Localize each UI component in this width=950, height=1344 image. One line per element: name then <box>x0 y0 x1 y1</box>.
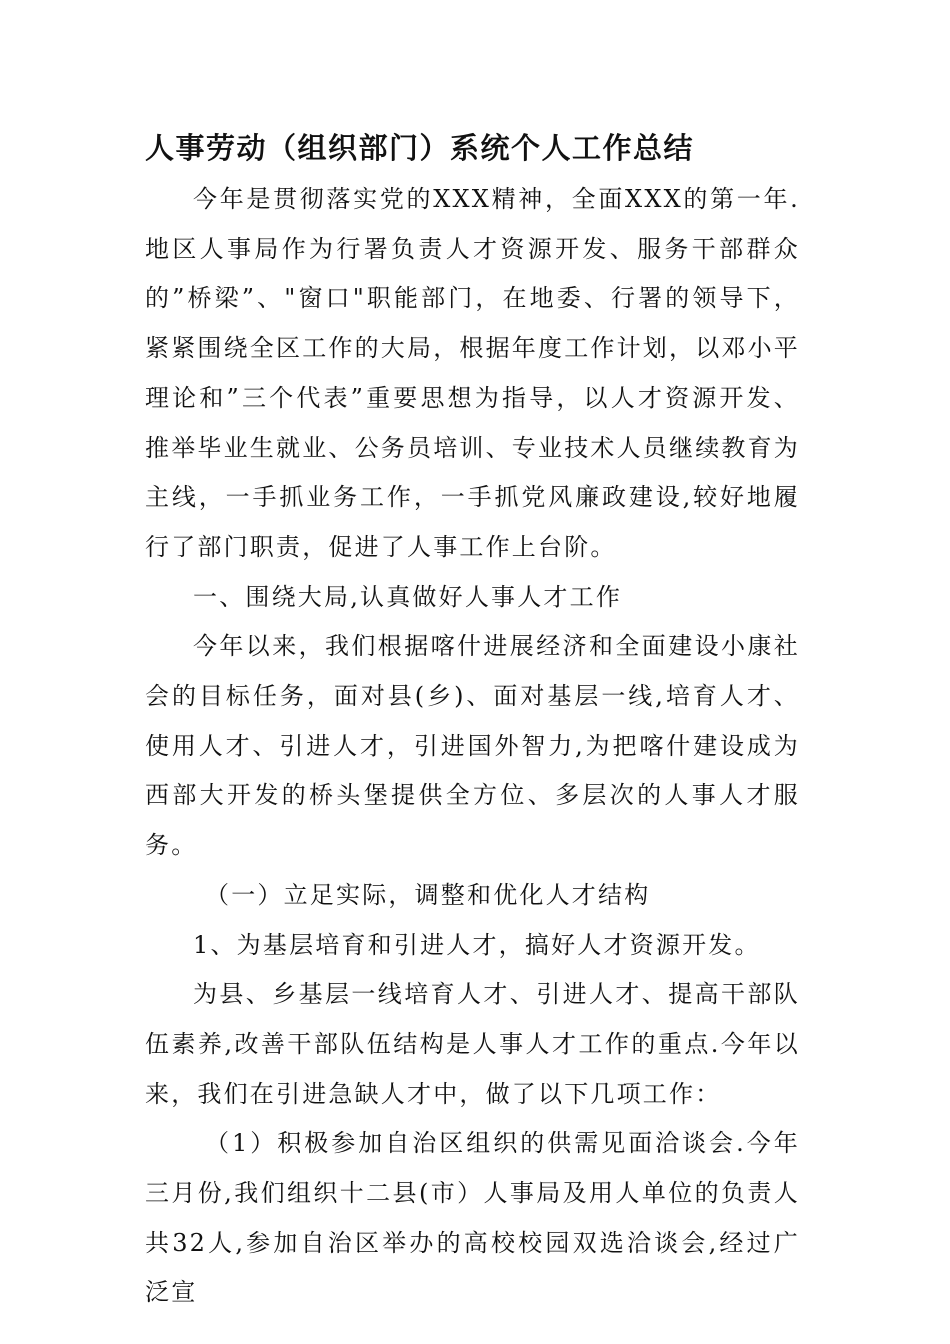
item-heading-1: 1、为基层培育和引进人才，搞好人才资源开发。 <box>193 930 761 959</box>
document-body <box>145 175 800 1318</box>
paragraph-item-1: 为县、乡基层一线培育人才、引进人才、提高干部队伍素养,改善干部队伍结构是人事人才工作的重点.今年以来，我们在引进急缺人才中，做了以下几项工作： <box>145 980 800 1108</box>
section-heading-1: 一、围绕大局,认真做好人事人才工作 <box>193 582 623 611</box>
paragraph-point-1: （1）积极参加自治区组织的供需见面洽谈会.今年三月份,我们组织十二县(市）人事局及用人单位的负责人共32人,参加自治区举办的高校校园双选洽谈会,经过广泛宣 <box>145 1129 800 1307</box>
subsection-heading-1: （一）立足实际，调整和优化人才结构 <box>205 880 651 909</box>
paragraph-section-1: 今年以来，我们根据喀什进展经济和全面建设小康社会的目标任务，面对县(乡)、面对基层一线,培育人才、使用人才、引进人才，引进国外智力,为把喀什建设成为西部大开发的桥头堡提供全方位、多层次的人事人才服务。 <box>145 632 800 860</box>
document-title: 人事劳动（组织部门）系统个人工作总结 <box>145 131 695 165</box>
paragraph-intro: 今年是贯彻落实党的XXX精神，全面XXX的第一年.地区人事局作为行署负责人才资源开发、服务干部群众的”桥梁”、"窗口"职能部门，在地委、行署的领导下，紧紧围绕全区工作的大局，根据年度工作计划，以邓小平理论和”三个代表”重要思想为指导，以人才资源开发、推举毕业生就业、公务员培训、专业技术人员继续教育为主线，一手抓业务工作，一手抓党风廉政建设,较好地履行了部门职责，促进了人事工作上台阶。 <box>145 185 800 561</box>
